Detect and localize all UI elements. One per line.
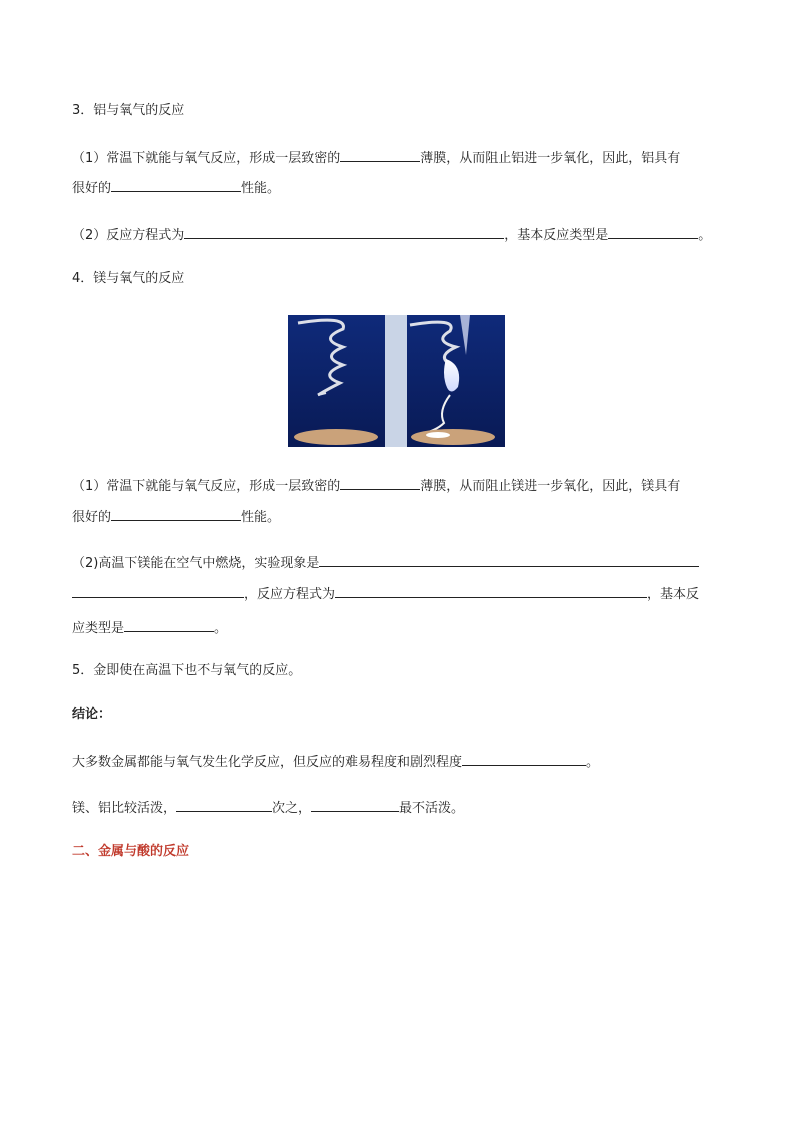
answer-blank[interactable] [176, 797, 272, 812]
text-segment: 性能。 [241, 510, 281, 525]
text-segment: 次之， [272, 801, 312, 816]
text-segment: 。 [586, 755, 600, 770]
text-segment: 性能。 [241, 181, 281, 196]
answer-blank[interactable] [311, 797, 399, 812]
answer-blank[interactable] [340, 475, 420, 490]
answer-blank[interactable] [124, 617, 214, 632]
text-segment: 很好的 [72, 510, 112, 525]
answer-blank[interactable] [335, 583, 647, 598]
section-2-title: 二、金属与酸的反应 [72, 844, 190, 859]
conclusion-label: 结论： [72, 707, 112, 722]
text-segment: （1）常温下就能与氧气反应，形成一层致密的 [72, 479, 341, 494]
answer-blank[interactable] [111, 506, 241, 521]
text-segment: 。 [698, 228, 712, 243]
text-segment: ，基本反应类型是 [504, 228, 609, 243]
answer-blank[interactable] [340, 147, 420, 162]
section-3-paragraph-1-line-2 [72, 177, 280, 199]
conclusion-line-1 [72, 751, 599, 773]
text-segment: （2）反应方程式为 [72, 228, 185, 243]
section-3-paragraph-2 [72, 224, 711, 246]
text-segment: 很好的 [72, 181, 112, 196]
text-segment: 薄膜，从而阻止镁进一步氧化，因此，镁具有 [420, 479, 681, 494]
text-segment: ，基本反 [647, 587, 700, 602]
section-4-paragraph-2-line-3 [72, 617, 227, 639]
text-segment: 应类型是 [72, 621, 125, 636]
text-segment: ，反应方程式为 [244, 587, 336, 602]
text-segment: 大多数金属都能与氧气发生化学反应，但反应的难易程度和剧烈程度 [72, 755, 463, 770]
answer-blank[interactable] [72, 583, 244, 598]
section-4-heading: 4．镁与氧气的反应 [72, 271, 185, 286]
section-3-paragraph-1-line-1 [72, 147, 680, 169]
answer-blank[interactable] [462, 751, 586, 766]
section-5-text: 5．金即使在高温下也不与氧气的反应。 [72, 663, 302, 678]
section-4-paragraph-1-line-2 [72, 506, 280, 528]
conclusion-line-2 [72, 797, 464, 819]
text-segment: （1）常温下就能与氧气反应，形成一层致密的 [72, 151, 341, 166]
section-3-heading: 3．铝与氧气的反应 [72, 103, 185, 118]
text-segment: （2)高温下镁能在空气中燃烧，实验现象是 [72, 556, 320, 571]
section-4-paragraph-2-line-2 [72, 583, 699, 605]
text-segment: 镁、铝比较活泼， [72, 801, 177, 816]
text-segment: 。 [214, 621, 228, 636]
magnesium-burning-photo [288, 315, 505, 447]
section-4-paragraph-2-line-1 [72, 552, 699, 574]
text-segment: 最不活泼。 [399, 801, 465, 816]
answer-blank[interactable] [184, 224, 504, 239]
answer-blank[interactable] [111, 177, 241, 192]
answer-blank[interactable] [608, 224, 698, 239]
section-4-paragraph-1-line-1 [72, 475, 680, 497]
answer-blank[interactable] [319, 552, 699, 567]
text-segment: 薄膜，从而阻止铝进一步氧化，因此，铝具有 [420, 151, 681, 166]
